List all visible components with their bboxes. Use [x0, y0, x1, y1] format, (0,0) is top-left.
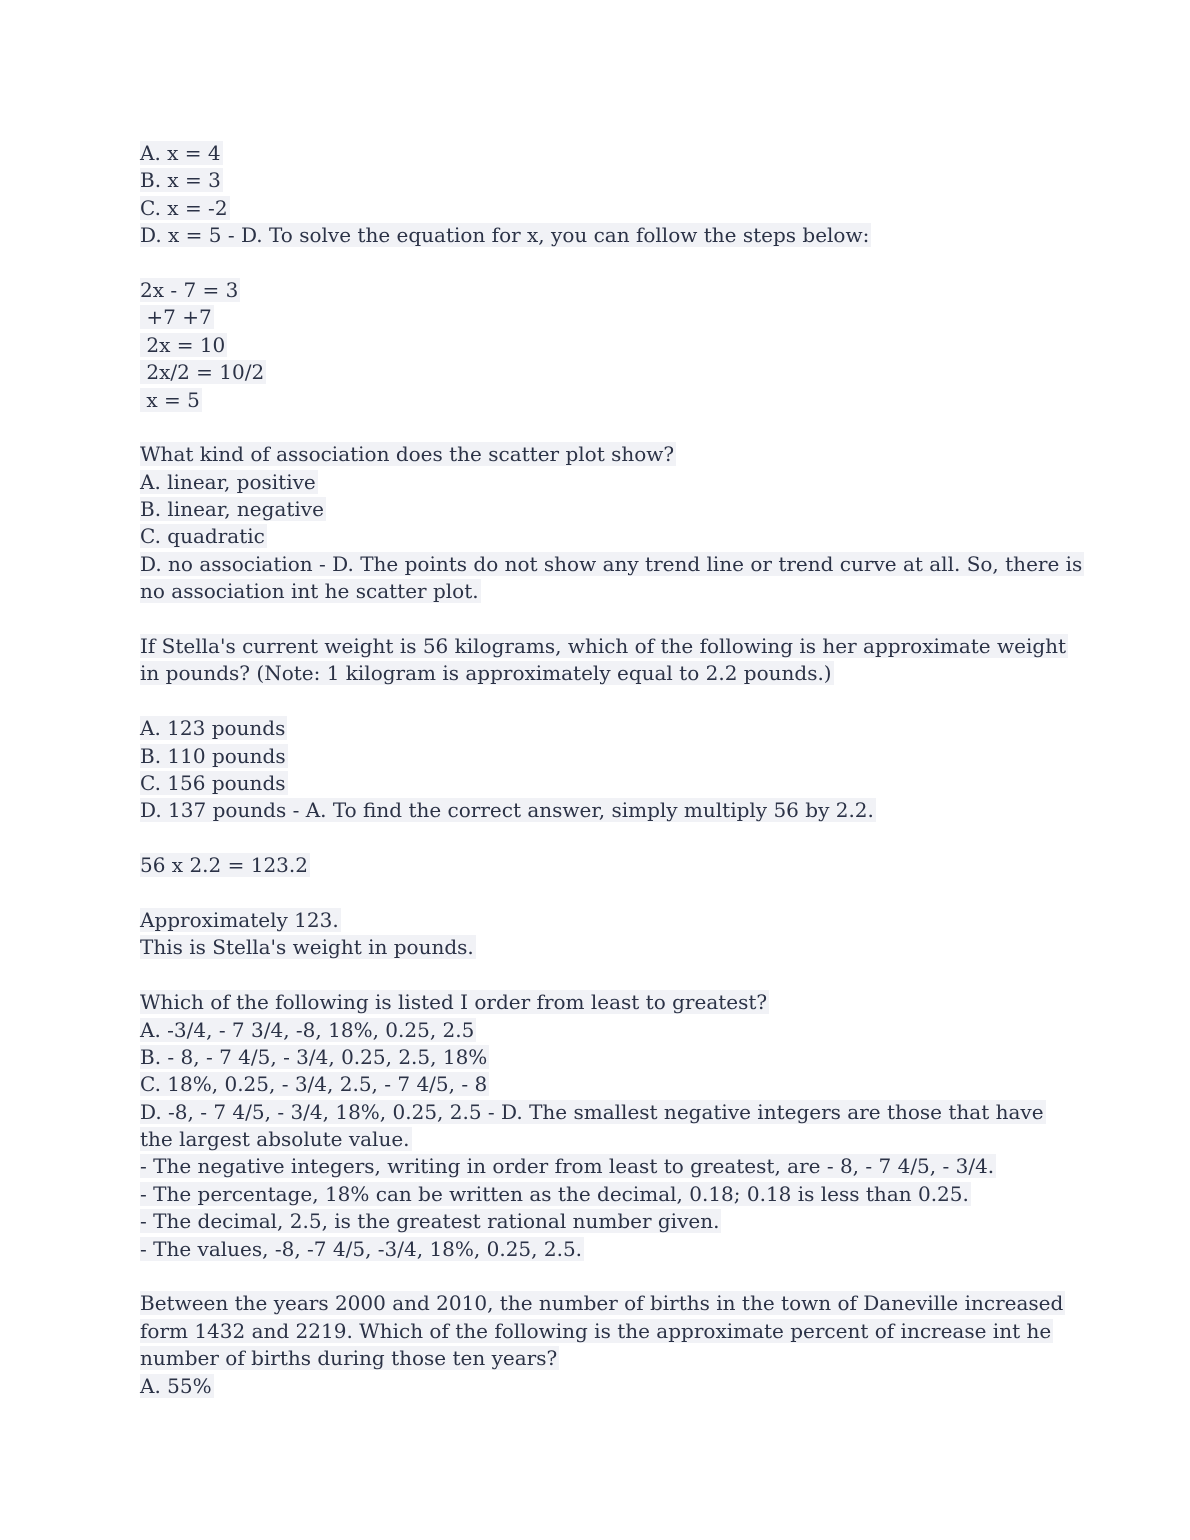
- text-line: [140, 387, 1060, 414]
- text-line: [140, 140, 1060, 167]
- text-line-content: D. x = 5 - D. To solve the equation for x, you can follow the steps below:: [140, 223, 870, 248]
- text-line: [140, 1044, 1060, 1071]
- text-line-content: B. - 8, - 7 4/5, - 3/4, 0.25, 2.5, 18%: [140, 1044, 488, 1069]
- text-line: [140, 934, 1060, 961]
- text-line: [140, 195, 1060, 222]
- text-line: [140, 1318, 1060, 1345]
- text-line-content: Which of the following is listed I order from least to greatest?: [140, 990, 768, 1015]
- text-line-content: A. 55%: [140, 1373, 212, 1398]
- text-line-content: D. no association - D. The points do not show any trend line or trend curve at all. So, there is: [140, 551, 1083, 576]
- text-line-content: A. -3/4, - 7 3/4, -8, 18%, 0.25, 2.5: [140, 1017, 475, 1042]
- text-line: [140, 1208, 1060, 1235]
- text-line-content: D. -8, - 7 4/5, - 3/4, 18%, 0.25, 2.5 - D. The smallest negative integers are those that have: [140, 1099, 1044, 1124]
- text-line-content: If Stella's current weight is 56 kilograms, which of the following is her approximate weight: [140, 634, 1067, 659]
- blank-line: [140, 606, 1060, 633]
- text-line-content: Approximately 123.: [140, 907, 339, 932]
- text-line-content: B. x = 3: [140, 168, 221, 193]
- text-line-content: the largest absolute value.: [140, 1127, 410, 1152]
- text-line: [140, 1236, 1060, 1263]
- text-line-content: +7 +7: [140, 305, 212, 330]
- text-line-content: in pounds? (Note: 1 kilogram is approximately equal to 2.2 pounds.): [140, 661, 832, 686]
- text-line-content: B. 110 pounds: [140, 743, 286, 768]
- text-line-content: C. quadratic: [140, 524, 265, 549]
- blank-line: [140, 688, 1060, 715]
- text-line-content: x = 5: [140, 387, 200, 412]
- text-line-content: A. 123 pounds: [140, 716, 286, 741]
- text-line-content: Between the years 2000 and 2010, the number of births in the town of Daneville increased: [140, 1291, 1064, 1316]
- text-line: [140, 743, 1060, 770]
- text-line: [140, 551, 1083, 578]
- text-line: [140, 633, 1067, 660]
- text-line: [140, 715, 1060, 742]
- text-line-content: What kind of association does the scatter plot show?: [140, 442, 675, 467]
- text-line: [140, 578, 1060, 605]
- text-line: [140, 989, 1060, 1016]
- text-line: [140, 1290, 1064, 1317]
- text-line: [140, 852, 1060, 879]
- text-line-content: - The negative integers, writing in order from least to greatest, are - 8, - 7 4/5, - 3/4.: [140, 1154, 995, 1179]
- text-line: [140, 441, 1060, 468]
- text-line-content: A. linear, positive: [140, 469, 316, 494]
- text-line: [140, 359, 1060, 386]
- text-line-content: form 1432 and 2219. Which of the following is the approximate percent of increase int he: [140, 1318, 1052, 1343]
- text-line: [140, 523, 1060, 550]
- text-line-content: C. 156 pounds: [140, 770, 286, 795]
- text-line: [140, 222, 1060, 249]
- text-line: [140, 660, 1060, 687]
- text-line-content: 2x - 7 = 3: [140, 277, 239, 302]
- text-line: [140, 1153, 1060, 1180]
- blank-line: [140, 414, 1060, 441]
- blank-line: [140, 250, 1060, 277]
- text-line-content: 2x = 10: [140, 332, 226, 357]
- blank-line: [140, 962, 1060, 989]
- text-line: [140, 167, 1060, 194]
- text-line-content: C. x = -2: [140, 195, 228, 220]
- text-line-content: D. 137 pounds - A. To find the correct answer, simply multiply 56 by 2.2.: [140, 798, 874, 823]
- text-line-content: A. x = 4: [140, 141, 221, 165]
- text-line: [140, 332, 1060, 359]
- text-line-content: number of births during those ten years?: [140, 1346, 558, 1371]
- text-line: [140, 1126, 1060, 1153]
- text-line: [140, 304, 1060, 331]
- blank-line: [140, 1263, 1060, 1290]
- text-line: [140, 277, 1060, 304]
- text-line-content: B. linear, negative: [140, 497, 324, 522]
- text-line: [140, 469, 1060, 496]
- text-line-content: no association int he scatter plot.: [140, 579, 479, 604]
- text-line: [140, 1373, 1060, 1400]
- text-line-content: 2x/2 = 10/2: [140, 360, 265, 385]
- text-line: [140, 1345, 1060, 1372]
- blank-line: [140, 880, 1060, 907]
- document-page: [140, 140, 1083, 1400]
- text-line: [140, 907, 1060, 934]
- text-line: [140, 1181, 1060, 1208]
- text-line-content: - The percentage, 18% can be written as the decimal, 0.18; 0.18 is less than 0.25.: [140, 1181, 969, 1206]
- text-line: [140, 1099, 1060, 1126]
- text-line-content: - The values, -8, -7 4/5, -3/4, 18%, 0.25, 2.5.: [140, 1236, 583, 1261]
- text-line: [140, 1071, 1060, 1098]
- text-line-content: This is Stella's weight in pounds.: [140, 935, 474, 960]
- blank-line: [140, 825, 1060, 852]
- text-line: [140, 770, 1060, 797]
- text-line-content: 56 x 2.2 = 123.2: [140, 853, 308, 878]
- text-line: [140, 496, 1060, 523]
- text-line-content: - The decimal, 2.5, is the greatest rational number given.: [140, 1209, 720, 1234]
- text-line-content: C. 18%, 0.25, - 3/4, 2.5, - 7 4/5, - 8: [140, 1072, 488, 1097]
- text-line: [140, 1017, 1060, 1044]
- text-line: [140, 797, 1060, 824]
